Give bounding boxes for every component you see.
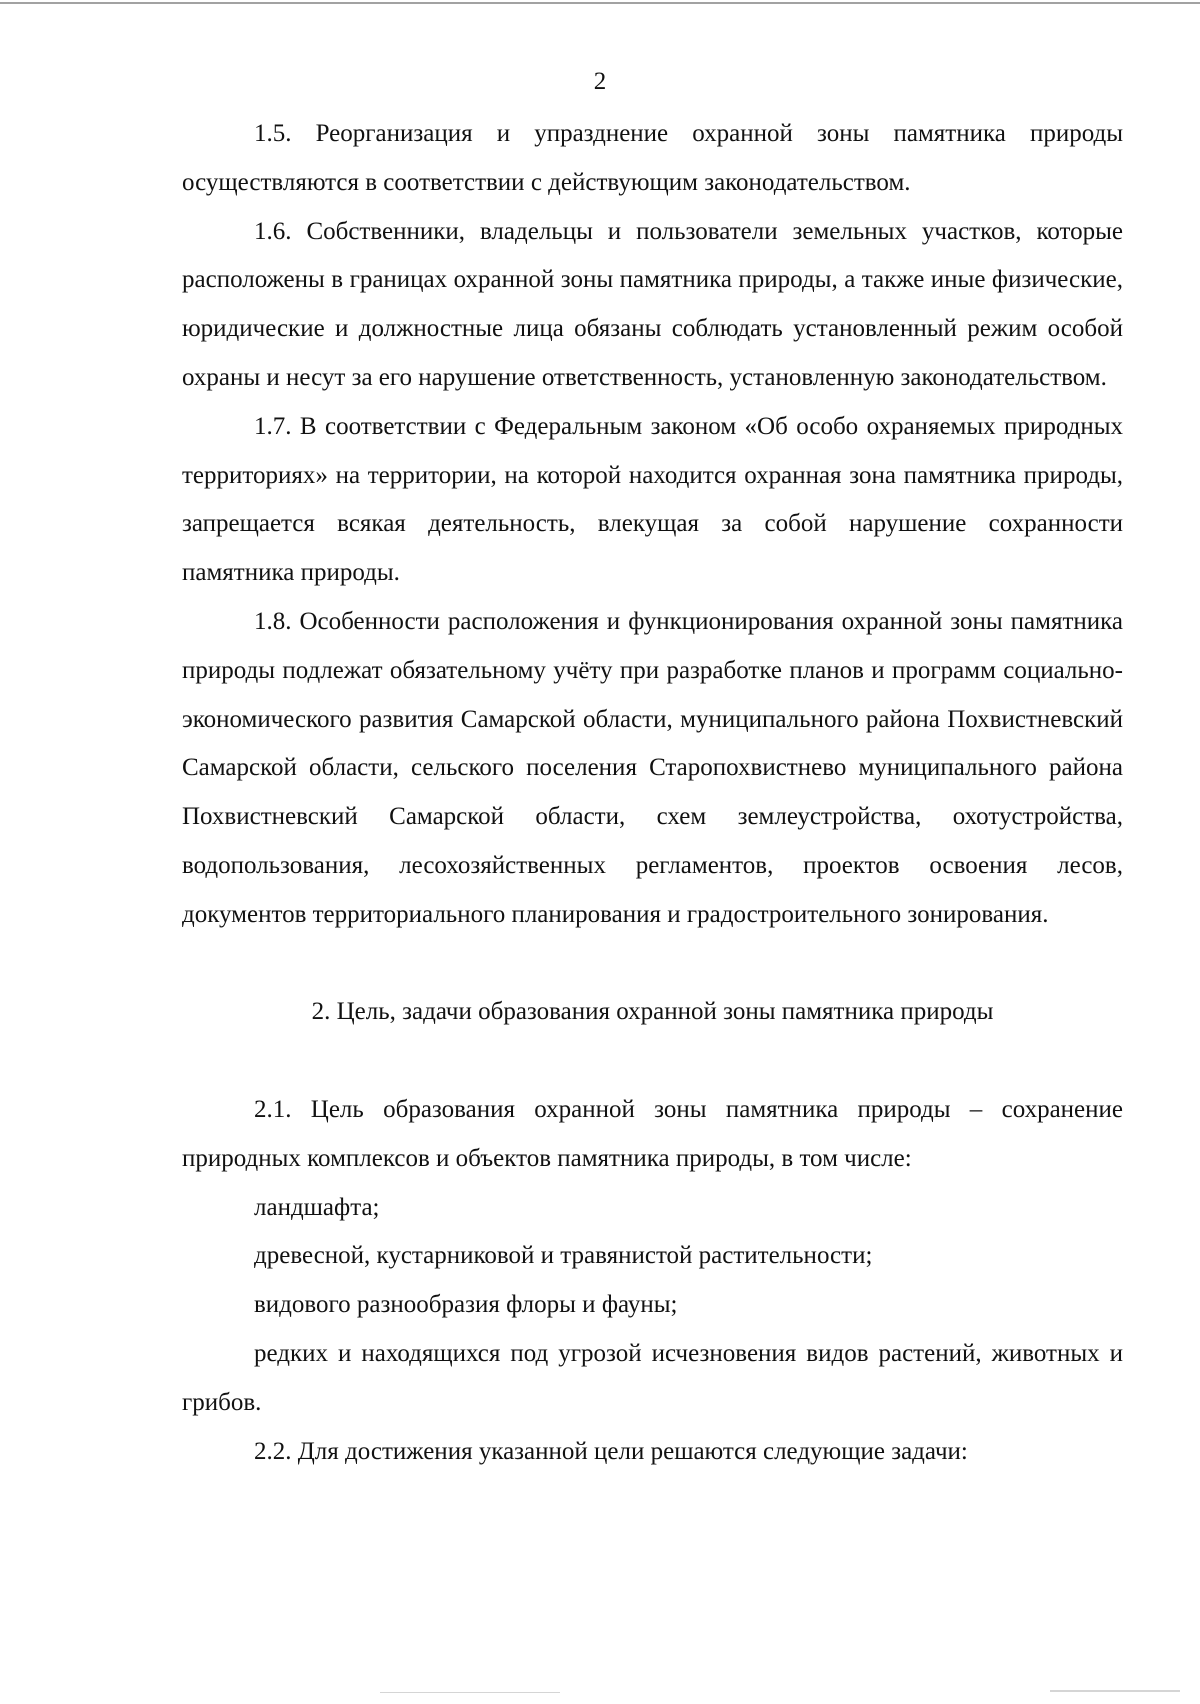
paragraph-2-1: 2.1. Цель образования охранной зоны памятника природы – сохранение природных комплексов и объектов памятника природы, в том числе: [182,1095,1123,1172]
section-2-heading: 2. Цель, задачи образования охранной зоны памятника природы [311,998,994,1026]
scan-edge-line [0,2,1200,4]
list-item: ландшафта; [254,1193,380,1221]
paragraph-2-2: 2.2. Для достижения указанной цели решаются следующие задачи: [254,1437,968,1465]
list-item: редких и находящихся под угрозой исчезновения видов растений, животных и грибов. [182,1339,1123,1416]
list-item: видового разнообразия флоры и фауны; [254,1291,678,1319]
list-item: древесной, кустарниковой и травянистой растительности; [254,1242,873,1270]
scan-artifact [1050,1690,1180,1692]
paragraph-1-7: 1.7. В соответствии с Федеральным законом «Об особо охраняемых природных территориях» на территории, на которой находится охранная зона памятника природы, запрещается всякая деятельность, влекущая за собой нарушение сохранности памятника природы. [182,412,1123,587]
page-number: 2 [593,68,607,95]
scan-artifact [380,1692,560,1693]
document-body [182,110,1123,1476]
paragraph-1-6: 1.6. Собственники, владельцы и пользователи земельных участков, которые расположены в границах охранной зоны памятника природы, а также иные физические, юридические и должностные лица обязаны соблюдать установленный режим особой охраны и несут за его нарушение ответственность, установленную законодательством. [182,217,1123,391]
spacer [182,1037,1123,1086]
paragraph-1-8: 1.8. Особенности расположения и функционирования охранной зоны памятника природы подлежат обязательному учёту при разработке планов и программ социально-экономического развития Самарской области, муниципального района Похвистневский Самарской области, сельского поселения Старопохвистнево муниципального района Похвистневский Самарской области, схем землеустройства, охотустройства, водопользования, лесохозяйственных регламентов, проектов освоения лесов, документов территориального планирования и градостроительного зонирования. [182,607,1123,928]
spacer [182,940,1123,989]
paragraph-1-5: 1.5. Реорганизация и упразднение охранной зоны памятника природы осуществляются в соответствии с действующим законодательством. [182,120,1123,196]
